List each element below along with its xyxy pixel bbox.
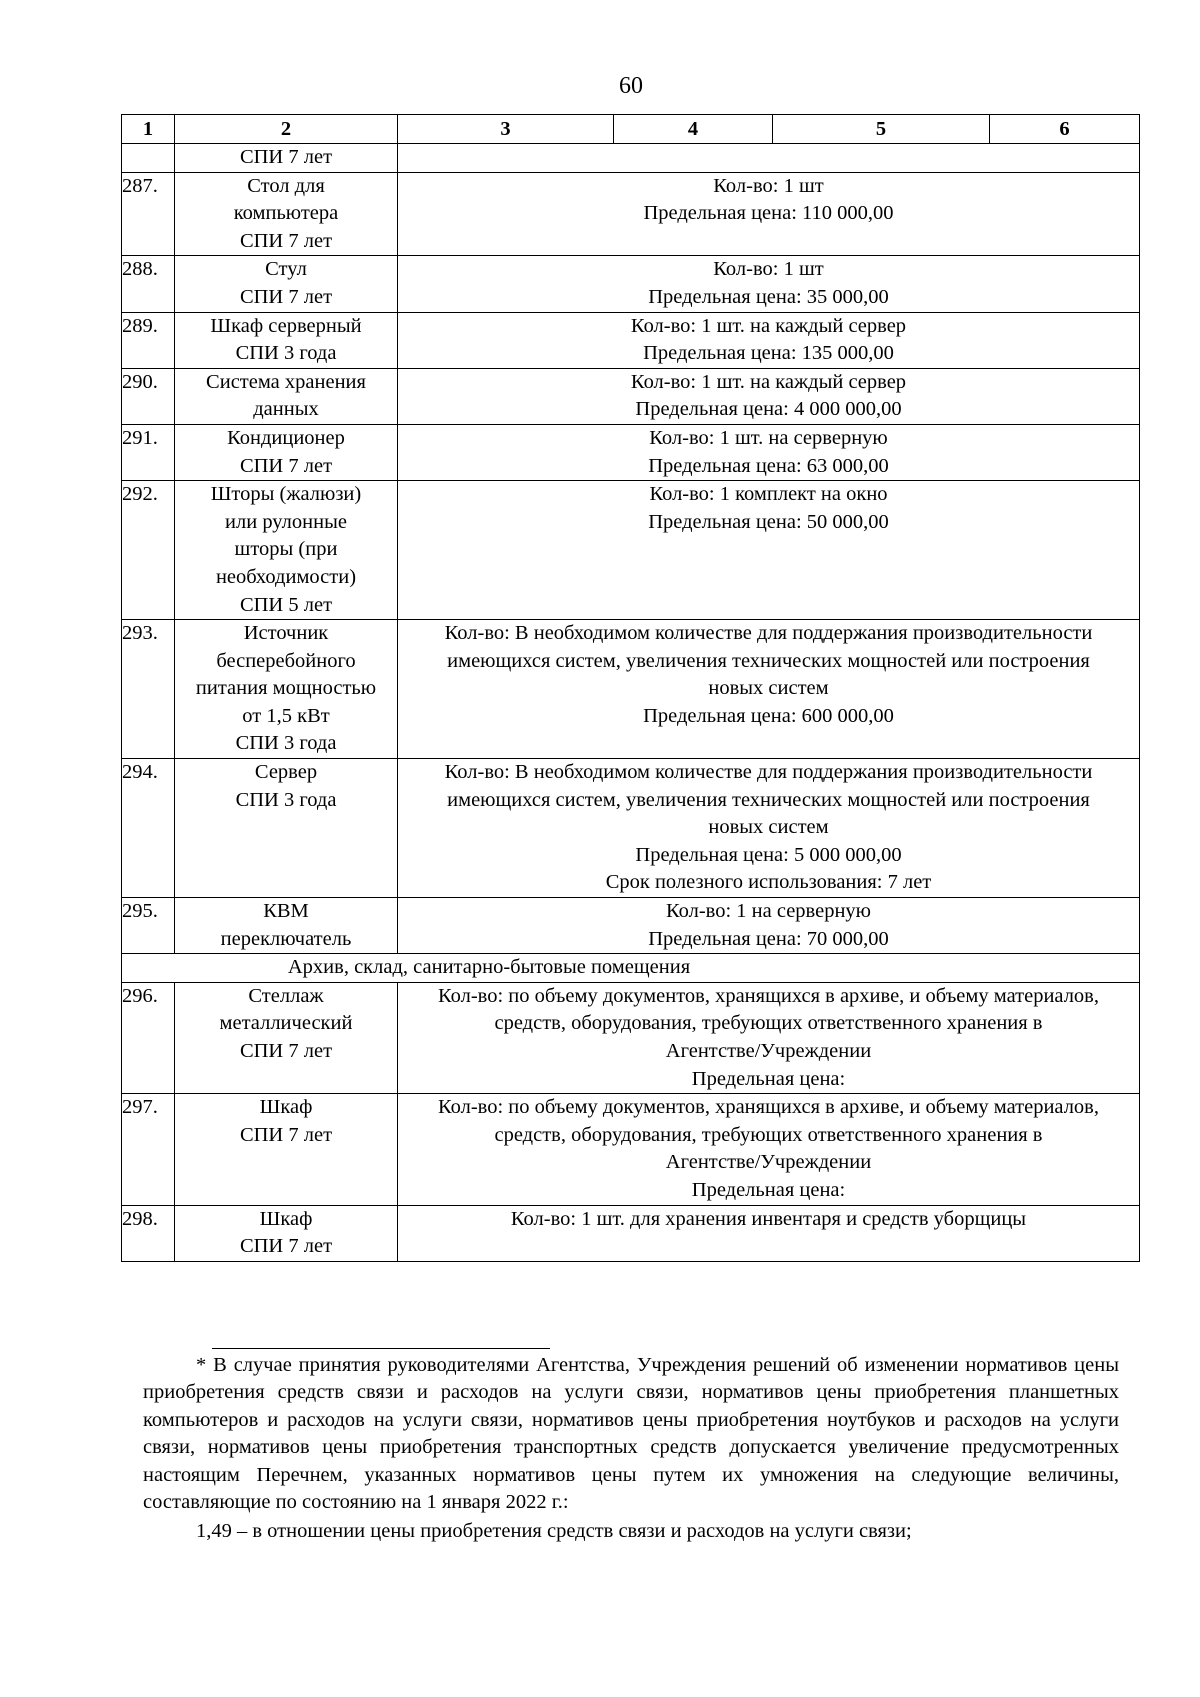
item-name-line: Сервер	[254, 761, 318, 784]
item-details	[398, 759, 1140, 898]
header-cell: 6	[990, 115, 1140, 144]
section-title: Архив, склад, санитарно-бытовые помещения	[287, 956, 691, 979]
item-details	[398, 620, 1140, 759]
item-name-line: СПИ 3 года	[235, 342, 337, 365]
item-details-line: Кол-во: по объему документов, хранящихся в архиве, и объему материалов,	[437, 984, 1099, 1007]
row-number: 291.	[122, 424, 175, 480]
item-name-line: Шкаф серверный	[210, 314, 362, 337]
row-number: 293.	[122, 620, 175, 759]
item-details-line: Кол-во: 1 шт	[713, 258, 824, 281]
row-number: 295.	[122, 898, 175, 954]
item-name	[175, 1205, 398, 1261]
header-cell: 2	[175, 115, 398, 144]
item-name	[175, 982, 398, 1093]
item-details-line: Предельная цена: 600 000,00	[643, 704, 894, 727]
table-row	[122, 172, 1140, 256]
item-name-line: шторы (при	[234, 538, 338, 561]
item-name-line: Шторы (жалюзи)	[210, 483, 362, 506]
section-cell	[122, 954, 1140, 983]
item-details-line: Кол-во: 1 комплект на окно	[649, 483, 888, 506]
row-number: 287.	[122, 172, 175, 256]
item-name-line: Кондиционер	[227, 426, 345, 449]
item-details-line: Кол-во: по объему документов, хранящихся в архиве, и объему материалов,	[437, 1096, 1099, 1119]
footnote	[143, 1352, 1119, 1546]
row-number: 290.	[122, 368, 175, 424]
item-name	[175, 620, 398, 759]
item-details-line: Предельная цена: 70 000,00	[648, 927, 889, 950]
table-row	[122, 256, 1140, 312]
item-details-line: Кол-во: 1 шт. на серверную	[649, 426, 888, 449]
item-name	[175, 1094, 398, 1205]
item-name	[175, 481, 398, 620]
continuation-row	[122, 144, 1140, 173]
item-details-line: Предельная цена: 5 000 000,00	[635, 843, 902, 866]
header-cell: 4	[614, 115, 773, 144]
item-details-line: Агентстве/Учреждении	[665, 1040, 872, 1062]
item-name-line: Стол для	[247, 174, 325, 197]
table-body	[122, 115, 1140, 1262]
item-name-line: Стул	[265, 258, 307, 281]
item-details-line: Кол-во: В необходимом количестве для поддержания производительности	[444, 622, 1093, 645]
item-details-line: Предельная цена: 135 000,00	[643, 342, 894, 365]
item-name	[175, 759, 398, 898]
item-name-line: СПИ 5 лет	[239, 593, 333, 616]
item-details	[398, 1205, 1140, 1261]
section-row	[122, 954, 1140, 983]
item-details-line: Предельная цена: 35 000,00	[648, 285, 889, 308]
item-name	[175, 312, 398, 368]
row-number: 288.	[122, 256, 175, 312]
item-details-line: имеющихся систем, увеличения технических мощностей или построения	[447, 649, 1090, 672]
table-row	[122, 312, 1140, 368]
item-name: СПИ 7 лет	[175, 144, 398, 173]
item-name	[175, 424, 398, 480]
item-details	[398, 982, 1140, 1093]
item-name-line: Источник	[243, 622, 329, 645]
item-details	[398, 1094, 1140, 1205]
item-details-line: Предельная цена:	[691, 1067, 846, 1090]
item-name-line: СПИ 7 лет	[239, 1235, 333, 1258]
item-name	[175, 256, 398, 312]
row-number: 292.	[122, 481, 175, 620]
item-details-line: Предельная цена: 4 000 000,00	[635, 398, 902, 421]
item-name-line: Система хранения	[206, 370, 366, 393]
item-details	[398, 312, 1140, 368]
item-details-line: Предельная цена: 63 000,00	[648, 454, 889, 477]
header-cell: 1	[122, 115, 175, 144]
item-name-line: Шкаф	[259, 1096, 313, 1119]
item-name-line: СПИ 7 лет	[239, 285, 333, 308]
item-details	[398, 424, 1140, 480]
item-name-line: СПИ 7 лет	[239, 1040, 333, 1062]
table-row	[122, 759, 1140, 898]
header-cell: 3	[398, 115, 614, 144]
item-name-line: данных	[253, 398, 319, 421]
table-row	[122, 1205, 1140, 1261]
table-row	[122, 1094, 1140, 1205]
row-number	[122, 144, 175, 173]
row-number: 296.	[122, 982, 175, 1093]
table-row	[122, 620, 1140, 759]
item-details-line: Кол-во: 1 шт. для хранения инвентаря и средств уборщицы	[510, 1207, 1027, 1230]
item-name-line: СПИ 7 лет	[239, 1123, 333, 1146]
item-details	[398, 481, 1140, 620]
item-details-line: средств, оборудования, требующих ответственного хранения в	[494, 1123, 1043, 1146]
row-number: 297.	[122, 1094, 175, 1205]
table-row	[122, 898, 1140, 954]
item-details-line: имеющихся систем, увеличения технических мощностей или построения	[447, 788, 1090, 811]
item-name-line: СПИ 3 года	[235, 732, 337, 755]
item-name-line: необходимости)	[215, 565, 357, 588]
footnote-paragraph: 1,49 – в отношении цены приобретения средств связи и расходов на услуги связи;	[196, 1520, 912, 1543]
table-row	[122, 481, 1140, 620]
item-name-line: питания мощностью	[195, 677, 377, 700]
item-name-line: или рулонные	[225, 510, 347, 533]
item-details	[398, 368, 1140, 424]
item-details-line: средств, оборудования, требующих ответственного хранения в	[494, 1012, 1043, 1035]
item-name-line: металлический	[219, 1012, 353, 1035]
item-name-line: переключатель	[220, 927, 352, 950]
item-name-line: от 1,5 кВт	[242, 704, 330, 727]
row-number: 289.	[122, 312, 175, 368]
table-row	[122, 982, 1140, 1093]
item-details-line: Срок полезного использования: 7 лет	[605, 871, 932, 894]
item-details-line: Предельная цена: 110 000,00	[643, 202, 894, 225]
item-details	[398, 144, 1140, 173]
table-row	[122, 424, 1140, 480]
item-details-line: новых систем	[708, 677, 829, 700]
footnote-paragraph: * В случае принятия руководителями Агентства, Учреждения решений об изменении нормативов цены приобретения средств связи и расходов на услуги связи, нормативов цены приобретения планшетных компьютеров и расходов на услуги связи, нормативов цены приобретения ноутбуков и расходов на услуги связи, нормативов цены приобретения транспортных средств допускается увеличение предусмотренных настоящим Перечнем, указанных нормативов цены путем их умножения на следующие величины, составляющие по состоянию на 1 января 2022 г.:	[143, 1354, 1119, 1514]
item-name-line: СПИ 7 лет	[239, 454, 333, 477]
table-row	[122, 368, 1140, 424]
item-name-line: КВМ	[263, 900, 309, 923]
row-number: 298.	[122, 1205, 175, 1261]
item-name	[175, 368, 398, 424]
header-cell: 5	[773, 115, 990, 144]
footnote-separator	[212, 1348, 550, 1349]
table-header-row	[122, 115, 1140, 144]
item-details-line: Кол-во: 1 шт. на каждый сервер	[630, 370, 907, 393]
item-name-line: СПИ 7 лет	[239, 229, 333, 252]
item-name	[175, 898, 398, 954]
item-details-line: Кол-во: В необходимом количестве для поддержания производительности	[444, 761, 1093, 784]
item-name-line: Стеллаж	[248, 984, 324, 1007]
item-details-line: Кол-во: 1 шт. на каждый сервер	[630, 314, 907, 337]
item-details-line: Кол-во: 1 на серверную	[665, 900, 871, 923]
row-number: 294.	[122, 759, 175, 898]
item-name-line: бесперебойного	[216, 649, 356, 672]
item-details	[398, 898, 1140, 954]
item-details-line: Кол-во: 1 шт	[713, 174, 824, 197]
item-details-line: Предельная цена: 50 000,00	[648, 510, 889, 533]
item-name	[175, 172, 398, 256]
items-table	[121, 114, 1140, 1262]
item-name-line: СПИ 3 года	[235, 788, 337, 811]
item-details-line: Агентстве/Учреждении	[665, 1151, 872, 1174]
item-details	[398, 256, 1140, 312]
item-details	[398, 172, 1140, 256]
item-name-line: компьютера	[233, 202, 339, 225]
item-details-line: Предельная цена:	[691, 1178, 846, 1201]
page-number: 60	[619, 73, 643, 99]
item-details-line: новых систем	[708, 816, 829, 839]
item-name-line: Шкаф	[259, 1207, 313, 1230]
